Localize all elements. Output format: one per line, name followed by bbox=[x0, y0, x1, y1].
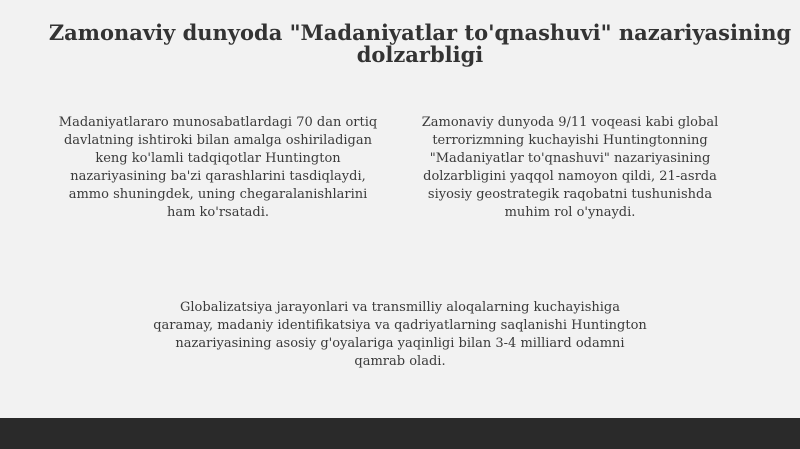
bottom-paragraph: Globalizatsiya jarayonlari va transmilliy aloqalarning kuchayishiga qaramay, madaniy identifikatsiya va qadriyatlarning saqlanishi Huntington nazariyasining asosiy g'oyalariga yaqinligi bilan 3-4 milliard odamni qamrab oladi. bbox=[153, 300, 647, 369]
slide-title: Zamonaviy dunyoda "Madaniyatlar to'qnashuvi" nazariyasining dolzarbligi bbox=[48, 20, 792, 67]
left-paragraph: Madaniyatlararo munosabatlardagi 70 dan ortiq davlatning ishtiroki bilan amalga oshiriladigan keng ko'lamli tadqiqotlar Huntington nazariyasining ba'zi qarashlarini tasdiqlaydi, ammo shuningdek, uning chegaralanishlarini ham ko'rsatadi. bbox=[58, 115, 378, 220]
footer-bar bbox=[0, 418, 800, 449]
right-paragraph: Zamonaviy dunyoda 9/11 voqeasi kabi global terrorizmning kuchayishi Huntingtonning "Madaniyatlar to'qnashuvi" nazariyasining dolzarbligini yaqqol namoyon qildi, 21-asrda siyosiy geostrategik raqobatni tushunishda muhim rol o'ynaydi. bbox=[421, 115, 719, 220]
